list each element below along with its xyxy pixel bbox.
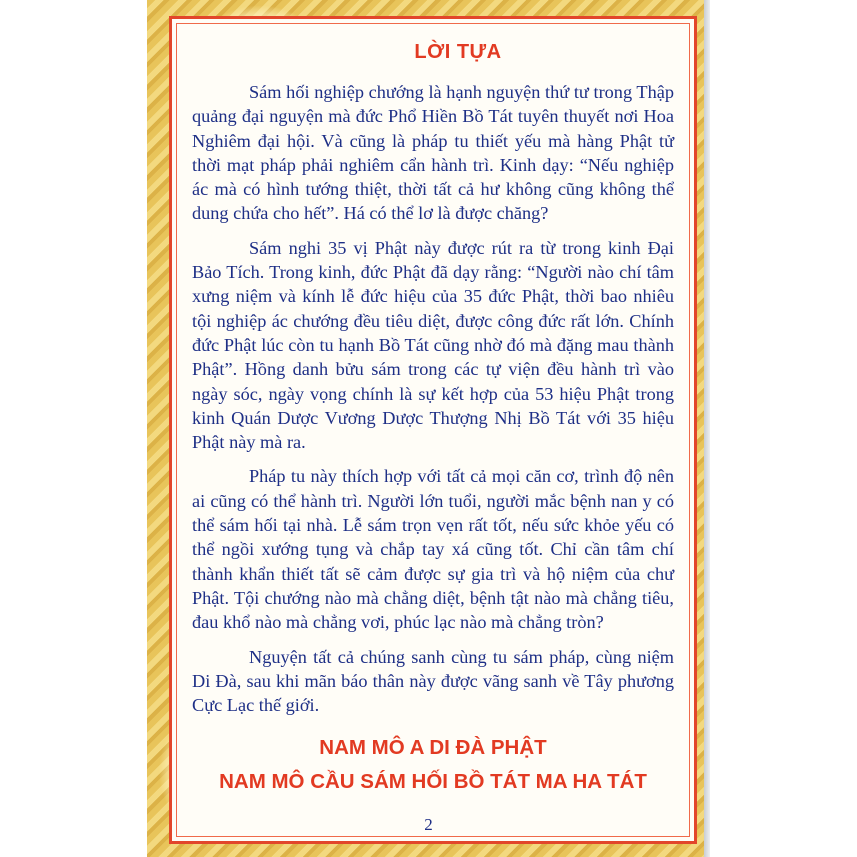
paragraph-2: Sám nghi 35 vị Phật này được rút ra từ trong kinh Đại Bảo Tích. Trong kinh, đức Phật đã dạy rằng: “Người nào chí tâm xưng niệm và kính lễ đức hiệu của 35 đức Phật, thời bao nhiêu tội nghiệp ác chướng đều tiêu diệt, được công đức rất lớn. Chính đức Phật lúc còn tu hạnh Bồ Tát cũng nhờ đó mà đặng mau thành Phật”. Hồng danh bửu sám trong các tự viện đều hành trì vào ngày sóc, ngày vọng chính là sự kết hợp của 53 hiệu Phật trong kinh Quán Dược Vương Dược Thượng Nhị Bồ Tát với 35 hiệu Phật này mà ra. xyxy=(192,237,674,453)
paragraph-1: Sám hối nghiệp chướng là hạnh nguyện thứ tư trong Thập quảng đại nguyện mà đức Phổ Hiền Bồ Tát tuyên thuyết nơi Hoa Nghiêm đại hội. Và cũng là pháp tu thiết yếu mà hàng Phật tử thời mạt pháp phải nghiêm cẩn hành trì. Kinh dạy: “Nếu nghiệp ác mà có hình tướng thiệt, thời tất cả hư không cũng không thể dung chứa cho hết”. Há có thể lơ là được chăng? xyxy=(192,82,674,224)
closing-invocation xyxy=(192,731,674,799)
closing-line-1: NAM MÔ A DI ĐÀ PHẬT xyxy=(319,736,547,760)
red-frame xyxy=(169,16,697,844)
book-page xyxy=(147,0,710,857)
page-content xyxy=(192,41,674,799)
paragraph-4: Nguyện tất cả chúng sanh cùng tu sám pháp, cùng niệm Di Đà, sau khi mãn báo thân này được vãng sanh về Tây phương Cực Lạc thế giới. xyxy=(192,646,674,716)
page-title: LỜI TỰA xyxy=(414,41,502,63)
page-number: 2 xyxy=(424,815,433,834)
closing-line-2: NAM MÔ CẦU SÁM HỐI BỒ TÁT MA HA TÁT xyxy=(219,770,647,794)
paragraph-3: Pháp tu này thích hợp với tất cả mọi căn cơ, trình độ nên ai cũng có thể hành trì. Người lớn tuổi, người mắc bệnh nan y có thể sám hối tại nhà. Lễ sám trọn vẹn rất tốt, nếu sức khỏe yếu có thể ngồi xướng tụng và chắp tay xá cũng tốt. Chỉ cần tâm chí thành khẩn thiết tất sẽ cảm được sự gia trì và hộ niệm của chư Phật. Tội chướng nào mà chẳng diệt, bệnh tật nào mà chẳng tiêu, đau khổ nào mà chẳng vơi, phúc lạc nào mà chẳng tròn? xyxy=(192,466,674,633)
